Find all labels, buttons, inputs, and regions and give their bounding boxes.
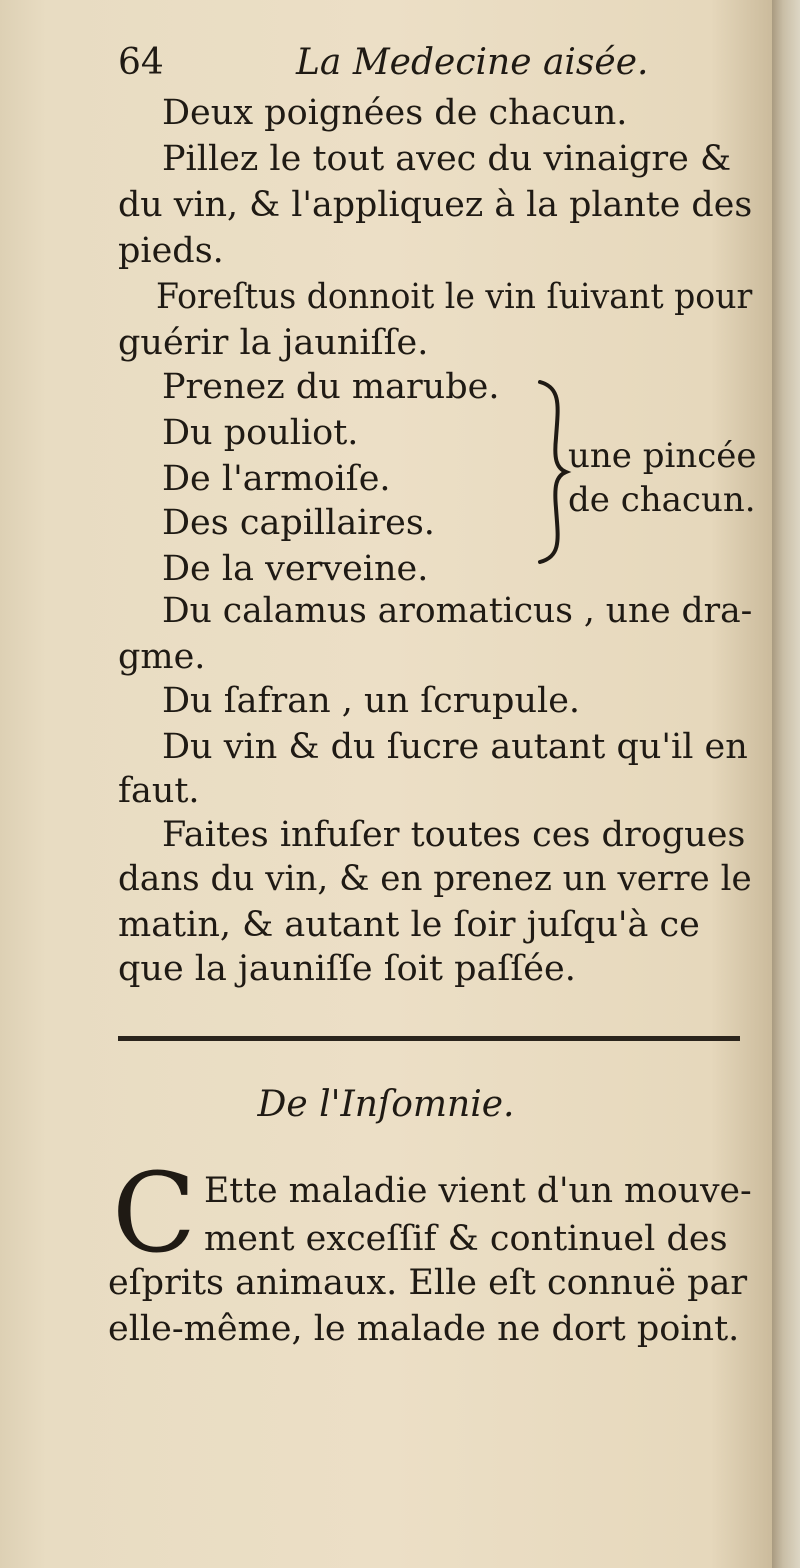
ingredient-line: De l'armoiſe. [162, 459, 391, 499]
page-number: 64 [118, 42, 164, 83]
ingredient-line: Du pouliot. [162, 413, 359, 453]
running-title: La Medecine aisée. [296, 42, 649, 83]
text-line: Du calamus aromaticus , une dra- [162, 591, 753, 631]
section-title: De l'Inſomnie. [257, 1084, 515, 1125]
text-line: Du vin & du ſucre autant qu'il en [162, 727, 748, 767]
ingredient-line: De la verveine. [162, 549, 429, 589]
section-divider [118, 1036, 740, 1041]
text-line: elle-même, le malade ne dort point. [108, 1309, 740, 1349]
curly-brace-icon [532, 378, 572, 566]
text-line: Foreſtus donnoit le vin ſuivant pour [156, 277, 753, 317]
text-line: Pillez le tout avec du vinaigre & [162, 139, 732, 179]
brace-annotation-line: une pincée [568, 436, 757, 476]
ingredient-line: Prenez du marube. [162, 367, 500, 407]
page-edge [772, 0, 800, 1568]
text-line: ment exceſſif & continuel des [204, 1219, 728, 1259]
text-line: du vin, & l'appliquez à la plante des [118, 185, 753, 225]
text-line: Deux poignées de chacun. [162, 93, 628, 133]
text-line: dans du vin, & en prenez un verre le [118, 859, 752, 899]
brace-annotation [568, 434, 757, 522]
text-line: Faites infuſer toutes ces drogues [162, 815, 746, 855]
text-line: gme. [118, 637, 206, 677]
text-line: matin, & autant le ſoir juſqu'à ce [118, 905, 700, 945]
drop-cap: C [112, 1149, 197, 1277]
text-line: que la jauniſſe ſoit paſſée. [118, 949, 576, 989]
text-line: guérir la jauniſſe. [118, 323, 429, 363]
text-line: faut. [118, 771, 200, 811]
brace-annotation-line: de chacun. [568, 480, 756, 520]
text-line: pieds. [118, 231, 224, 271]
ingredient-line: Des capillaires. [162, 503, 435, 543]
running-header [118, 42, 738, 92]
text-line: eſprits animaux. Elle eſt connuë par [108, 1263, 748, 1303]
text-line: Ette maladie vient d'un mouve- [204, 1171, 752, 1211]
text-line: Du ſafran , un ſcrupule. [162, 681, 581, 721]
